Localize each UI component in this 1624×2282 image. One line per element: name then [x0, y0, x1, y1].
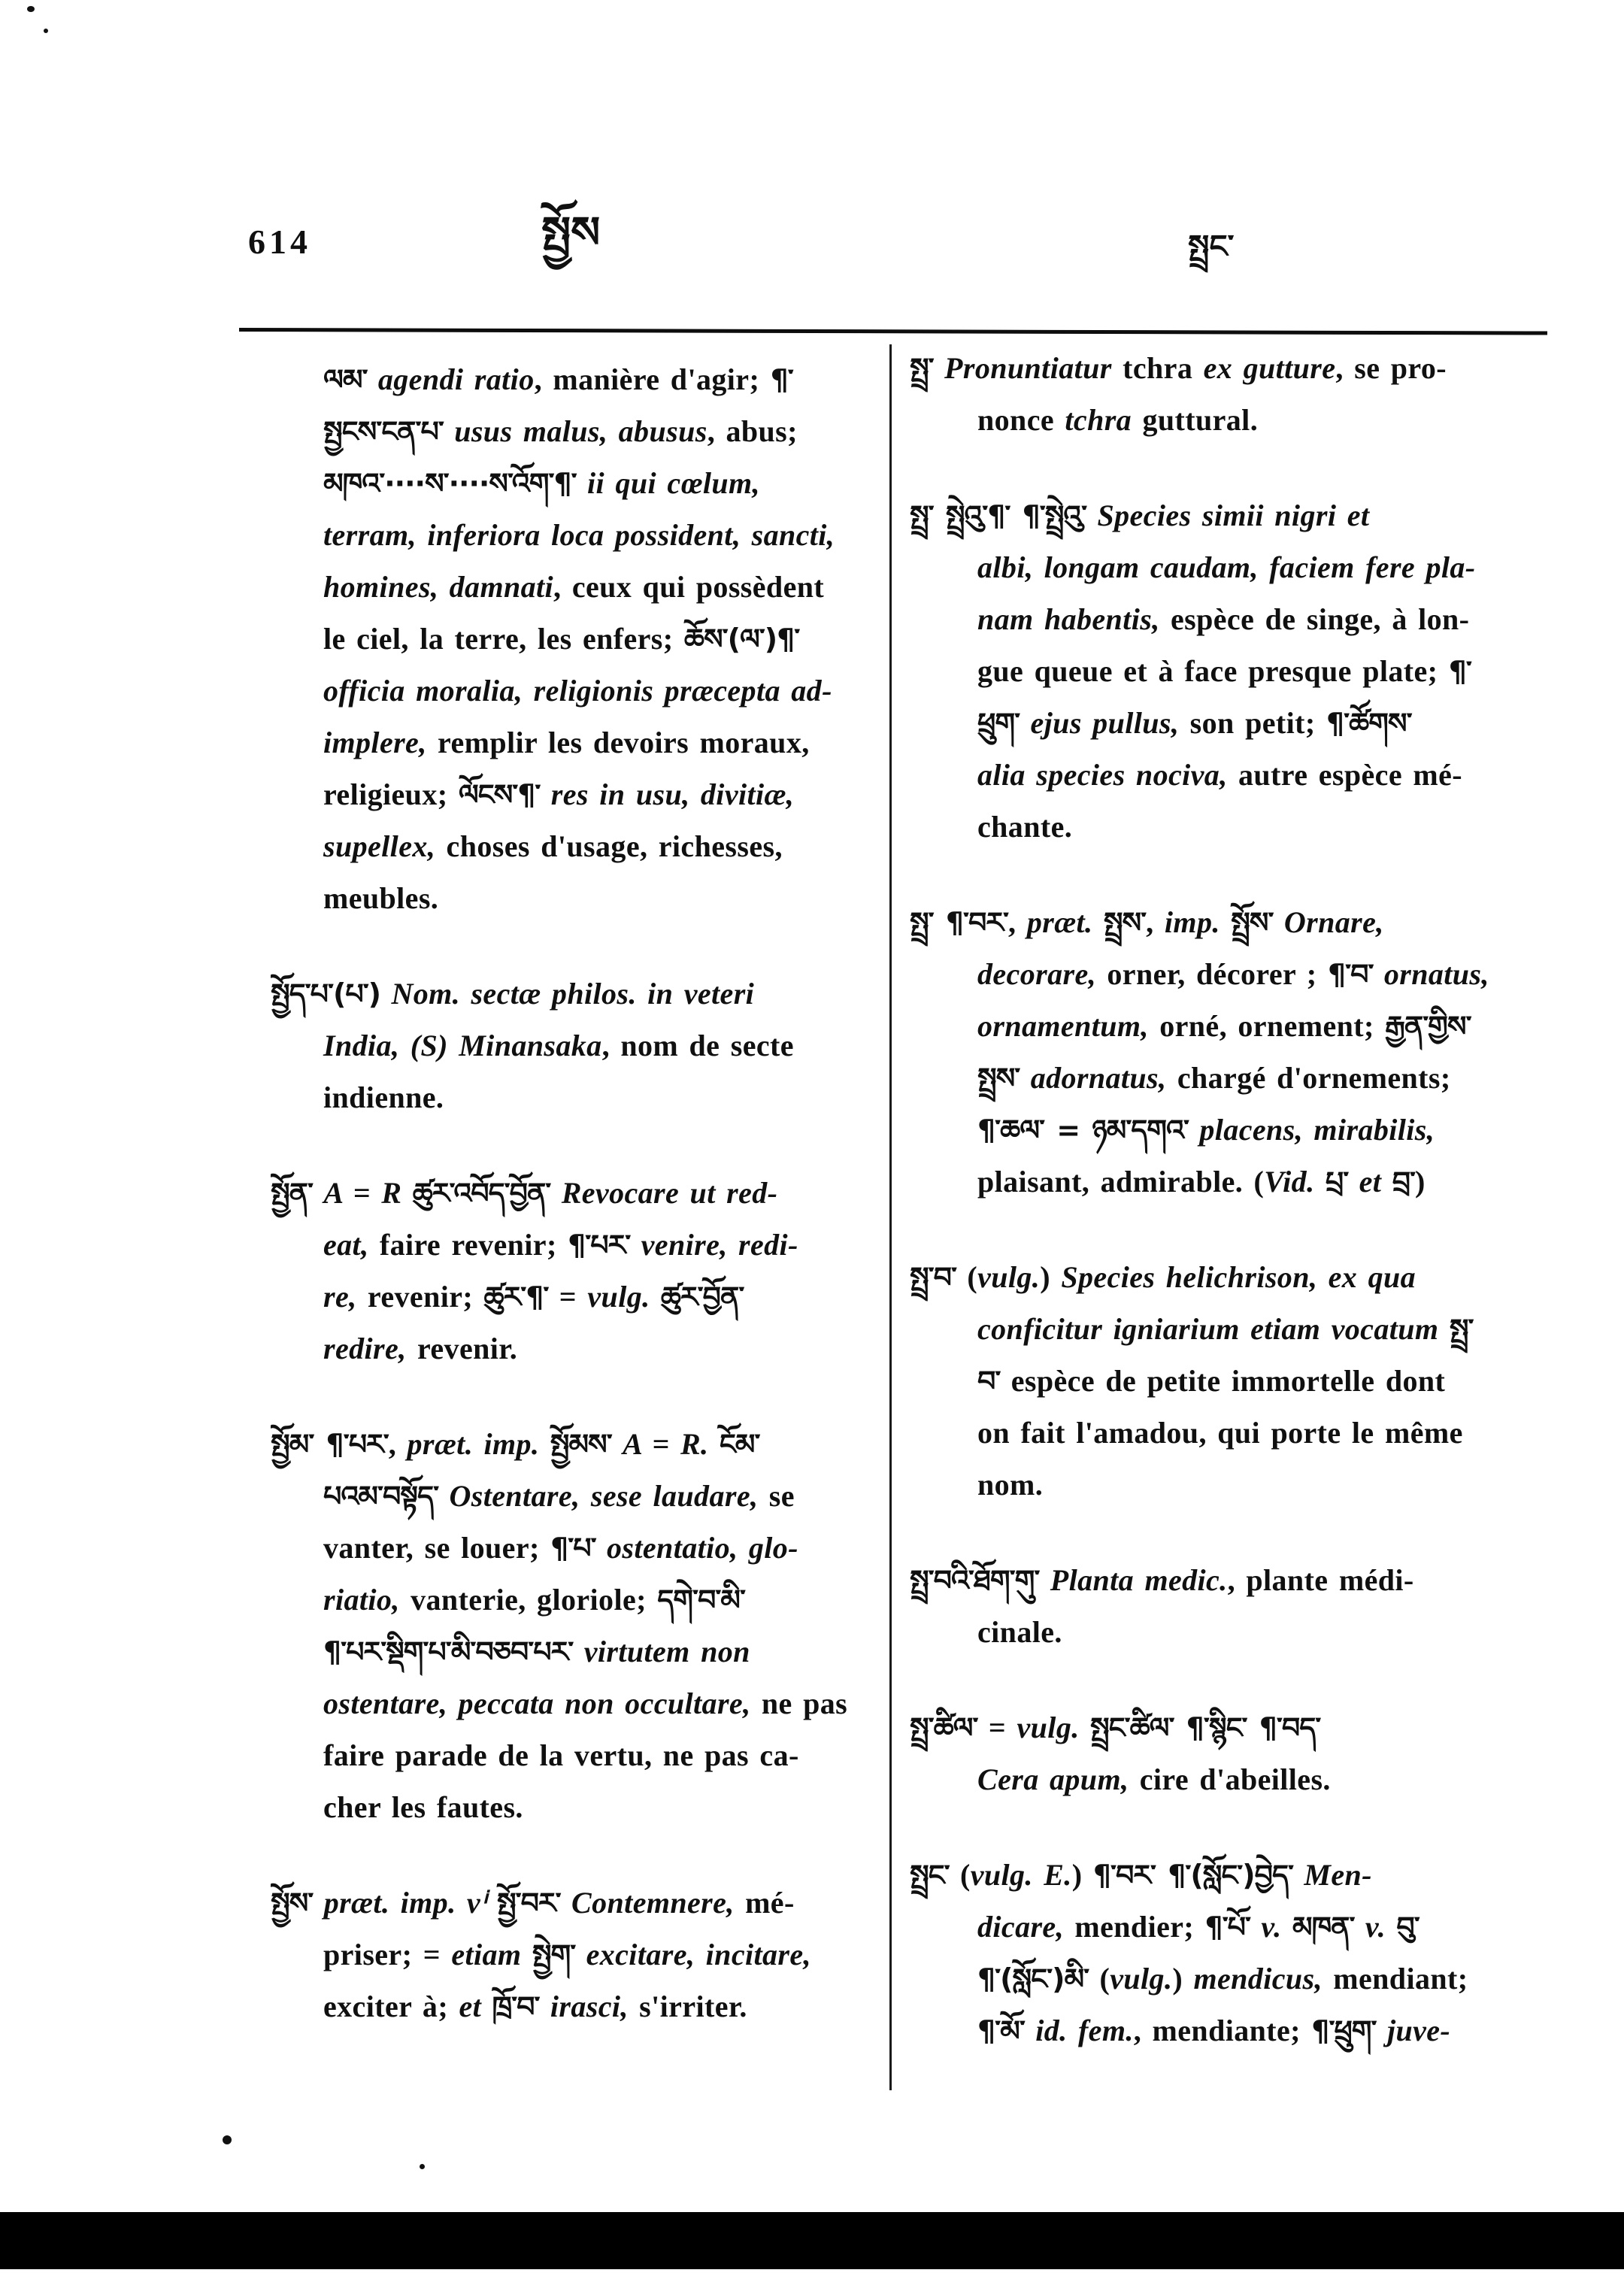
tibetan-text: བྲ་ — [1392, 1165, 1416, 1199]
text-line — [271, 1574, 876, 1626]
tibetan-text: པའམ་བསྟོད་ — [323, 1480, 439, 1513]
text-line — [910, 645, 1575, 697]
latin-text: et — [1359, 1165, 1382, 1199]
tibetan-text: ཕྲུག་ — [977, 707, 1020, 740]
latin-text: ornatus, — [1383, 957, 1489, 991]
dictionary-entry — [271, 1167, 876, 1374]
bottom-scan-bar — [0, 2212, 1624, 2269]
tibetan-text: སྤྲ་ཚིལ་ — [910, 1711, 978, 1744]
text-line — [910, 1459, 1575, 1511]
french-text: le ciel, la terre, les enfers; — [323, 622, 684, 656]
text-line — [910, 1753, 1575, 1805]
french-text: chargé d'ornements; — [1166, 1061, 1451, 1095]
dictionary-entry — [910, 342, 1575, 446]
latin-text: etiam — [451, 1938, 522, 1971]
text-line — [271, 613, 876, 665]
tibetan-text: ངོམ་ — [719, 1428, 760, 1461]
text-line — [271, 1522, 876, 1574]
text-line — [910, 697, 1575, 749]
latin-text: redire, — [323, 1332, 407, 1365]
dictionary-entry — [910, 1849, 1575, 2056]
french-text: , se pro- — [1335, 351, 1447, 385]
latin-text: v. — [1261, 1910, 1282, 1944]
latin-text: vulg. E. — [970, 1858, 1072, 1892]
french-text: revenir; — [356, 1280, 484, 1314]
text-line — [910, 1303, 1575, 1355]
french-text — [650, 1280, 661, 1314]
tibetan-text: ¶་པར་ — [568, 1229, 631, 1262]
latin-text: juve- — [1386, 2014, 1451, 2047]
text-line — [910, 1407, 1575, 1459]
tibetan-text: སྤྱོན་ — [271, 1177, 313, 1210]
french-text: revenir. — [406, 1332, 518, 1365]
latin-text: præt. — [1026, 905, 1093, 939]
text-line — [910, 749, 1575, 801]
latin-text: ii qui cœlum, — [576, 466, 760, 500]
french-text — [1373, 957, 1383, 991]
text-line — [271, 1167, 876, 1219]
french-text: tchra — [1111, 351, 1204, 385]
french-text: ) — [1415, 1165, 1426, 1199]
latin-text: decorare, — [977, 957, 1096, 991]
tibetan-text: སྤྱོ་བར་ — [497, 1887, 561, 1920]
french-text: choses d'usage, richesses, — [435, 829, 783, 863]
dictionary-entry — [910, 1251, 1575, 1511]
latin-text: id. fem. — [1035, 2014, 1134, 2047]
tibetan-text: ཁྲོ་བ་ — [492, 1990, 540, 2023]
tibetan-text: སྤྱོས་ — [271, 1887, 314, 1920]
french-text — [1020, 706, 1030, 740]
french-text — [1020, 1061, 1030, 1095]
french-text: nom. — [977, 1468, 1044, 1502]
french-text — [313, 1886, 323, 1920]
french-text — [1273, 905, 1283, 939]
left-column — [271, 353, 876, 2032]
french-text — [1293, 1858, 1304, 1892]
french-text: exciter à; — [323, 1990, 459, 2023]
french-text: indienne. — [323, 1080, 444, 1114]
tibetan-text: ¶་(སློང་)མི་ — [977, 1962, 1089, 1996]
french-text — [486, 1886, 497, 1920]
tibetan-text: པྲ་ — [1325, 1165, 1349, 1199]
french-text — [1355, 1910, 1365, 1944]
french-text: ) — [1040, 1260, 1062, 1294]
dictionary-entry — [910, 1554, 1575, 1658]
dictionary-entry — [910, 896, 1575, 1208]
text-line — [910, 948, 1575, 1000]
tibetan-text: བུ་ — [1396, 1911, 1419, 1944]
french-text: gue queue et à face presque plate; — [977, 654, 1449, 688]
tibetan-text: བ་ — [977, 1365, 1001, 1398]
french-text: , nom de secte — [601, 1029, 794, 1062]
french-text: , mendiante; — [1133, 2014, 1312, 2047]
latin-text: tchra — [1065, 403, 1132, 437]
latin-text: Contemnere, — [560, 1886, 735, 1920]
latin-text: præt. imp. — [407, 1427, 540, 1461]
french-text — [1039, 1563, 1050, 1597]
latin-text: Vid. — [1264, 1165, 1315, 1199]
french-text: espèce de singe, à lon- — [1159, 602, 1470, 636]
latin-text: ex gutture — [1203, 351, 1336, 385]
text-line — [910, 1702, 1575, 1753]
text-line — [271, 665, 876, 717]
dictionary-entry — [910, 1702, 1575, 1805]
running-head-right-tibetan: སྤྲང་ — [1188, 228, 1235, 265]
french-text — [313, 1176, 323, 1210]
tibetan-text: སྤྲ་ ¶་བར་ — [910, 906, 1009, 939]
french-text: autre espèce mé- — [1227, 758, 1462, 792]
tibetan-text: སྤྲས་ — [977, 1062, 1020, 1095]
french-text — [1377, 2014, 1387, 2047]
latin-text: riatio, — [323, 1583, 400, 1617]
dictionary-entry — [910, 489, 1575, 853]
french-text: se — [758, 1479, 795, 1513]
dictionary-entry — [271, 1877, 876, 2032]
french-text: orner, décorer ; — [1096, 957, 1328, 991]
tibetan-text: སྤྲ་ སྤྲེའུ་¶་ ¶་སྤྲེའུ་ — [910, 499, 1087, 532]
text-line — [910, 541, 1575, 593]
text-line — [910, 896, 1575, 948]
tibetan-text: སྤྲང་ཚིལ་ ¶་སྙིང་ ¶་བད་ — [1090, 1711, 1321, 1744]
text-line — [271, 1980, 876, 2032]
tibetan-text: སྤྱོམས་ — [550, 1428, 612, 1461]
latin-text: Ostentare, sese laudare, — [438, 1479, 759, 1513]
text-line — [271, 405, 876, 457]
tibetan-text: ¶་བར་ ¶་(སློང་)བྱེད་ — [1092, 1859, 1293, 1892]
tibetan-text: ཚུར་འབོད་བྱོན་ — [412, 1177, 551, 1210]
text-line — [910, 394, 1575, 446]
text-line — [271, 768, 876, 820]
french-text: , plante médi- — [1227, 1563, 1414, 1597]
text-line — [910, 2005, 1575, 2056]
text-line — [910, 1554, 1575, 1606]
dictionary-entry — [271, 968, 876, 1123]
french-text: faire revenir; — [368, 1228, 568, 1262]
latin-text: virtutem non — [573, 1635, 750, 1668]
latin-text: Ornare, — [1283, 905, 1384, 939]
text-line — [271, 457, 876, 509]
latin-text: Men- — [1304, 1858, 1372, 1892]
latin-text: placens, mirabilis, — [1199, 1113, 1435, 1147]
french-text: meubles. — [323, 881, 439, 915]
latin-text: implere, — [323, 726, 427, 759]
dictionary-entry — [271, 1418, 876, 1833]
text-line — [271, 820, 876, 872]
latin-text: ostentare, peccata non occultare, — [323, 1686, 751, 1720]
tibetan-text: སྤྲས་ — [1103, 906, 1147, 939]
latin-text: ostentatio, glo- — [595, 1531, 798, 1565]
text-line — [271, 1929, 876, 1980]
latin-text: A = R — [323, 1176, 413, 1210]
french-text — [1348, 1165, 1359, 1199]
french-text — [539, 1427, 550, 1461]
french-text: , — [1146, 905, 1165, 939]
scan-speck — [44, 29, 48, 33]
french-text: , — [1008, 905, 1027, 939]
french-text: ) — [1172, 1962, 1194, 1996]
latin-text: ejus pullus, — [1030, 706, 1180, 740]
text-line — [271, 1470, 876, 1522]
text-line — [271, 1677, 876, 1729]
header-rule — [239, 328, 1547, 335]
latin-text: vulg. — [1017, 1711, 1080, 1744]
french-text: vanterie, gloriole; — [399, 1583, 658, 1617]
french-text: ( — [956, 1260, 978, 1294]
french-text: chante. — [977, 810, 1073, 844]
text-line — [910, 1104, 1575, 1156]
latin-text: nam habentis, — [977, 602, 1160, 636]
french-text — [521, 1938, 532, 1971]
french-text: espèce de petite immortelle dont — [1000, 1364, 1446, 1398]
latin-text: alia species nociva, — [977, 758, 1228, 792]
tibetan-text: སྤྲ་བ་ — [910, 1261, 956, 1294]
french-text — [1438, 1312, 1449, 1346]
tibetan-text: ¶་པོ་ — [1204, 1911, 1251, 1944]
tibetan-text: ¶་མོ་ — [977, 2014, 1025, 2047]
tibetan-text: ¶་ཆལ་ = ཉམ་དགའ་ — [977, 1114, 1189, 1147]
latin-text: albi, longam caudam, faciem fere pla- — [977, 550, 1476, 584]
french-text: ( — [949, 1858, 971, 1892]
tibetan-text: མཁའ་····ས་····ས་འོག་¶་ — [323, 467, 577, 500]
text-line — [271, 1626, 876, 1677]
text-line — [271, 1323, 876, 1374]
french-text — [1220, 905, 1231, 939]
latin-text: conficitur igniarium etiam vocatum — [977, 1312, 1439, 1346]
latin-text: dicare, — [977, 1910, 1064, 1944]
text-line — [910, 1355, 1575, 1407]
french-text — [1386, 1910, 1396, 1944]
text-line — [271, 1781, 876, 1833]
tibetan-text: དགེ་བ་མི་ — [657, 1583, 745, 1617]
latin-text: mendicus, — [1193, 1962, 1323, 1996]
latin-text: v. — [1365, 1910, 1386, 1944]
scan-speck — [223, 2135, 232, 2144]
latin-text: Nom. sectæ philos. in veteri — [380, 977, 755, 1011]
dictionary-entry — [271, 353, 876, 924]
text-line — [271, 1418, 876, 1470]
latin-text: Pronuntiatur — [944, 351, 1112, 385]
latin-text: Revocare ut red- — [550, 1176, 778, 1210]
latin-text: A = R. — [611, 1427, 720, 1461]
french-text: cinale. — [977, 1615, 1062, 1649]
tibetan-text: སྤྲང་ — [910, 1859, 950, 1892]
latin-text: vulg. — [977, 1260, 1041, 1294]
text-line — [910, 1156, 1575, 1208]
french-text: ( — [1089, 1962, 1110, 1996]
latin-text: excitare, incitare, — [575, 1938, 811, 1971]
tibetan-text: ¶་པ་ — [550, 1532, 596, 1565]
tibetan-text: ¶་ཚོགས་ — [1326, 707, 1412, 740]
right-column — [910, 342, 1575, 2056]
french-text: s'irriter. — [628, 1990, 747, 2023]
latin-text: adornatus, — [1030, 1061, 1167, 1095]
latin-text: irasci, — [539, 1990, 629, 2023]
tibetan-text: ཚུར་¶་ — [483, 1280, 549, 1314]
latin-text: vulg. — [1110, 1962, 1173, 1996]
tibetan-text: སྤྲ་ — [1449, 1313, 1474, 1346]
french-text: remplir les devoirs moraux, — [426, 726, 810, 759]
text-line — [910, 1901, 1575, 1953]
latin-text: India, (S) Minansaka — [323, 1029, 602, 1062]
column-divider — [889, 344, 892, 2090]
text-line — [910, 342, 1575, 394]
latin-text: imp. — [1164, 905, 1220, 939]
french-text: religieux; — [323, 777, 459, 811]
french-text: faire parade de la vertu, ne pas ca- — [323, 1738, 799, 1772]
tibetan-text: སྤྲ་བའི་ཐོག་གུ་ — [910, 1564, 1040, 1597]
french-text — [1080, 1711, 1090, 1744]
text-line — [271, 509, 876, 561]
french-text: orné, ornement; — [1148, 1009, 1386, 1043]
tibetan-text: ལོངས་¶་ — [458, 778, 541, 811]
text-line — [271, 1271, 876, 1323]
french-text — [1025, 2014, 1035, 2047]
tibetan-text: ¶་པར་སྡིག་པ་མི་བཅབ་པར་ — [323, 1635, 574, 1668]
text-line — [271, 717, 876, 768]
latin-text: præt. imp. vⁱ — [323, 1886, 486, 1920]
latin-text: ornamentum, — [977, 1009, 1149, 1043]
text-line — [271, 353, 876, 405]
tibetan-text: སྤྱངས་ངན་པ་ — [323, 415, 444, 448]
tibetan-text: སྤྱེག་ — [532, 1938, 576, 1971]
latin-text: eat, — [323, 1228, 369, 1262]
french-text: cire d'abeilles. — [1129, 1762, 1331, 1796]
tibetan-text: ཆོས་(ལ་)¶་ — [683, 623, 800, 656]
latin-text: Species simii nigri et — [1097, 499, 1370, 532]
text-line — [910, 1953, 1575, 2005]
french-text: , manière d'agir; — [534, 362, 771, 396]
latin-text: agendi ratio — [367, 362, 535, 396]
text-line — [271, 1877, 876, 1929]
latin-text: usus malus, abusus — [443, 414, 707, 448]
french-text — [1250, 1910, 1261, 1944]
text-line — [910, 1606, 1575, 1658]
french-text: plaisant, admirable. ( — [977, 1165, 1265, 1199]
text-line — [910, 1849, 1575, 1901]
tibetan-text: ¶་ — [1448, 655, 1471, 688]
french-text: , ceux qui possèdent — [553, 570, 825, 604]
text-line — [910, 1251, 1575, 1303]
latin-text: officia moralia, religionis præcepta ad- — [323, 674, 832, 708]
latin-text: terram, inferiora loca possident, sancti, — [323, 518, 835, 552]
tibetan-text: རྒྱན་གྱིས་ — [1385, 1010, 1471, 1043]
french-text: , — [388, 1427, 408, 1461]
french-text: nonce — [977, 403, 1065, 437]
text-line — [271, 968, 876, 1020]
french-text: ) — [1071, 1858, 1093, 1892]
latin-text: et — [459, 1990, 482, 2023]
tibetan-text: ¶་བ་ — [1327, 958, 1374, 991]
latin-text: Cera apum, — [977, 1762, 1129, 1796]
tibetan-text: མཁན་ — [1292, 1911, 1355, 1944]
french-text: priser; = — [323, 1938, 452, 1971]
french-text: mendiant; — [1322, 1962, 1468, 1996]
french-text: guttural. — [1132, 403, 1259, 437]
latin-text: supellex, — [323, 829, 436, 863]
text-line — [271, 1729, 876, 1781]
french-text: son petit; — [1179, 706, 1326, 740]
text-line — [271, 1071, 876, 1123]
running-head-left-tibetan: སྤྱོས — [541, 207, 601, 258]
tibetan-text: ཚུར་བྱོན་ — [660, 1280, 744, 1314]
tibetan-text: ¶་ — [770, 363, 793, 396]
french-text: , abus; — [707, 414, 798, 448]
text-line — [271, 561, 876, 613]
text-line — [910, 801, 1575, 853]
french-text: ne pas — [750, 1686, 848, 1720]
tibetan-text: སྤྲ་ — [910, 352, 934, 385]
french-text — [1189, 1113, 1199, 1147]
french-text — [1086, 499, 1097, 532]
text-line — [910, 1000, 1575, 1052]
french-text: on fait l'amadou, qui porte le même — [977, 1416, 1463, 1450]
text-line — [271, 1219, 876, 1271]
latin-text: re, — [323, 1280, 357, 1314]
french-text: cher les fautes. — [323, 1790, 523, 1824]
french-text: mé- — [734, 1886, 795, 1920]
french-text — [1314, 1165, 1325, 1199]
french-text: = — [548, 1280, 588, 1314]
tibetan-text: སྤྲོས་ — [1231, 906, 1274, 939]
french-text: vanter, se louer; — [323, 1531, 551, 1565]
page-number: 614 — [248, 223, 311, 261]
tibetan-text: སྤྱོད་པ་(པ་) — [271, 977, 381, 1011]
text-line — [910, 1052, 1575, 1104]
french-text — [1092, 905, 1103, 939]
french-text — [1381, 1165, 1392, 1199]
latin-text: venire, redi- — [630, 1228, 798, 1262]
french-text: mendier; — [1064, 1910, 1205, 1944]
french-text: = — [977, 1711, 1017, 1744]
scan-speck — [27, 6, 35, 12]
text-line — [910, 489, 1575, 541]
text-line — [271, 872, 876, 924]
french-text — [934, 351, 944, 385]
tibetan-text: ¶་ཕྲུག་ — [1311, 2014, 1377, 2047]
latin-text: res in usu, divitiæ, — [540, 777, 795, 811]
tibetan-text: སྤྱོམ་ ¶་པར་ — [271, 1428, 389, 1461]
tibetan-text: ལམ་ — [323, 363, 368, 396]
text-line — [271, 1020, 876, 1071]
scan-speck — [420, 2164, 425, 2169]
latin-text: vulg. — [587, 1280, 650, 1314]
french-text — [1282, 1910, 1292, 1944]
french-text — [481, 1990, 492, 2023]
latin-text: Planta medic. — [1050, 1563, 1228, 1597]
text-line — [910, 593, 1575, 645]
latin-text: homines, damnati — [323, 570, 554, 604]
latin-text: Species helichrison, ex qua — [1061, 1260, 1416, 1294]
